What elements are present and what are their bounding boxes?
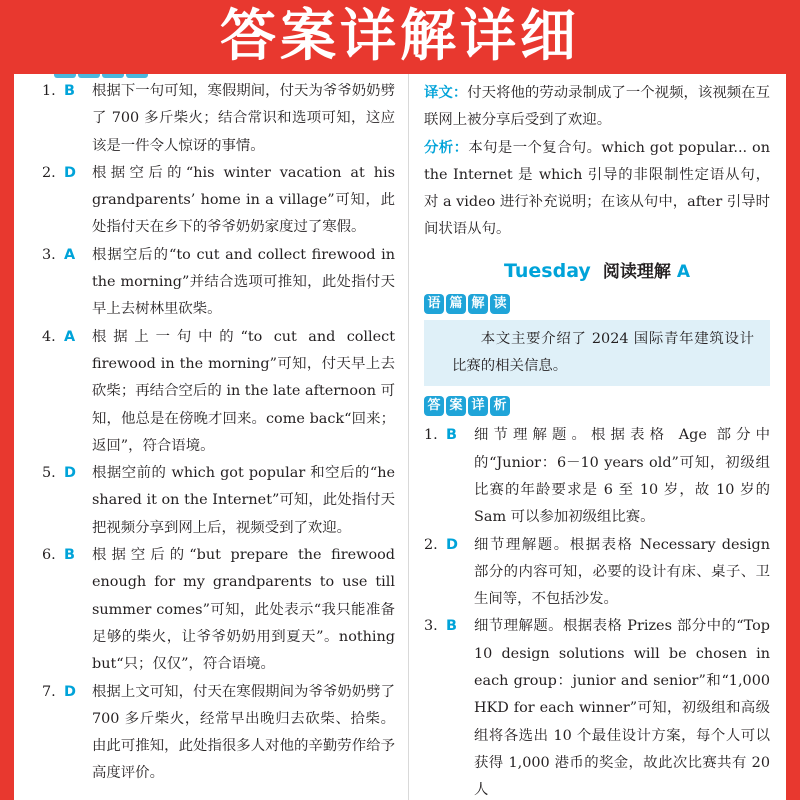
item-number: 1. — [424, 427, 438, 444]
item-explanation: 根据空后的“but prepare the firewood enough for my grandparents to use till summer comes”可知，此处表示“我只能准备足够的柴火，让爷爷奶奶用到夏天”。nothing but“只；仅仅”，符合语境。 — [92, 547, 395, 673]
item-explanation: 根据空后的“to cut and collect firewood in the morning”并结合选项可推知，此处指付天早上去树林里砍柴。 — [92, 246, 395, 318]
answer-item — [42, 242, 395, 324]
passage-interpretation-tag — [424, 294, 770, 314]
analysis-paragraph — [424, 135, 770, 244]
item-explanation: 细节理解题。根据表格 Age 部分中的“Junior：6－10 years old”可知，初级组比赛的年龄要求是 6 至 10 岁，故 10 岁的 Sam 可以参加初级组比赛。 — [474, 427, 770, 526]
item-number: 2. — [424, 536, 438, 553]
translation-label: 译文： — [424, 85, 468, 101]
tag-char: 案 — [446, 396, 466, 416]
answer-letter: D — [446, 536, 458, 553]
banner — [0, 0, 800, 74]
section-name: 阅读理解 — [602, 261, 671, 282]
item-number: 5. — [42, 465, 56, 482]
tag-char: 读 — [490, 294, 510, 314]
answer-letter: A — [64, 246, 76, 263]
column-divider — [408, 74, 409, 800]
tag-char: 析 — [490, 396, 510, 416]
left-column — [42, 78, 395, 800]
answer-item — [424, 532, 770, 614]
item-explanation: 根据上一句中的“to cut and collect firewood in the morning”可知，付天早上去砍柴；再结合空后的 in the late afternoon 可知，他总是在傍晚才回来。come back“回来；返回”，符合语境。 — [92, 328, 395, 454]
tag-char: 语 — [424, 294, 444, 314]
answer-letter: B — [64, 83, 75, 99]
answer-item — [424, 422, 770, 531]
banner-title: 答案详解详细 — [220, 4, 580, 69]
answer-item — [42, 160, 395, 242]
answer-analysis-tag — [424, 396, 770, 416]
item-explanation: 细节理解题。根据表格 Necessary design 部分的内容可知，必要的设计有床、桌子、卫生间等，不包括沙发。 — [474, 536, 770, 608]
answer-item — [42, 679, 395, 788]
item-number: 2. — [42, 164, 56, 181]
section-heading — [424, 256, 770, 286]
analysis-text: 本句是一个复合句。which got popular... on the Internet 是 which 引导的非限制性定语从句，对 a video 进行补充说明；在该从句中，after 引导时间状语从句。 — [424, 139, 770, 238]
right-column — [424, 80, 770, 800]
answer-letter: A — [64, 328, 76, 345]
item-explanation: 根据上文可知，付天在寒假期间为爷爷奶奶劈了 700 多斤柴火，经常早出晚归去砍柴、拾柴。由此可推知，此处指很多人对他的辛勤劳作给予高度评价。 — [92, 683, 395, 782]
translation-paragraph — [424, 80, 770, 135]
answer-page — [14, 74, 786, 800]
answer-letter: D — [64, 164, 76, 181]
answer-item — [42, 542, 395, 678]
section-letter: A — [676, 261, 690, 282]
tag-char: 详 — [468, 396, 488, 416]
item-number: 3. — [42, 246, 56, 263]
item-explanation: 细节理解题。根据表格 Prizes 部分中的“Top 10 design solutions will be chosen in each group：junior and senior”和“1,000 HKD for each winner”可知，初级组和高级组将各选出 10 个最佳设计方案，每个人可以获得 1,000 港币的奖金，故此次比赛共有 20 人 — [474, 618, 770, 799]
answer-item — [42, 324, 395, 460]
answer-item — [42, 78, 395, 160]
item-number: 4. — [42, 328, 56, 345]
tag-char: 篇 — [446, 294, 466, 314]
analysis-label: 分析： — [424, 139, 469, 156]
answer-item — [42, 460, 395, 542]
item-number: 6. — [42, 547, 56, 564]
answer-letter: D — [64, 683, 76, 700]
item-number: 1. — [42, 83, 56, 99]
answer-letter: D — [64, 465, 76, 482]
item-explanation: 根据下一句可知，寒假期间，付天为爷爷奶奶劈了 700 多斤柴火；结合常识和选项可知，这应该是一件令人惊讶的事情。 — [92, 83, 395, 154]
item-number: 7. — [42, 683, 56, 700]
translation-text: 付天将他的劳动录制成了一个视频，该视频在互联网上被分享后受到了欢迎。 — [424, 85, 770, 129]
item-explanation: 根据空后的“his winter vacation at his grandparents’ home in a village”可知，此处指付天在乡下的爷爷奶奶家度过了寒假。 — [92, 164, 395, 236]
item-number: 3. — [424, 618, 438, 635]
answer-letter: B — [446, 427, 457, 444]
passage-summary: 本文主要介绍了 2024 国际青年建筑设计比赛的相关信息。 — [424, 320, 770, 387]
tag-char: 解 — [468, 294, 488, 314]
answer-item — [424, 613, 770, 800]
answer-letter: B — [64, 547, 75, 564]
answer-letter: B — [446, 618, 457, 635]
tag-char: 答 — [424, 396, 444, 416]
section-day: Tuesday — [504, 259, 591, 282]
item-explanation: 根据空前的 which got popular 和空后的“he shared it on the Internet”可知，此处指付天把视频分享到网上后，视频受到了欢迎。 — [92, 465, 395, 536]
